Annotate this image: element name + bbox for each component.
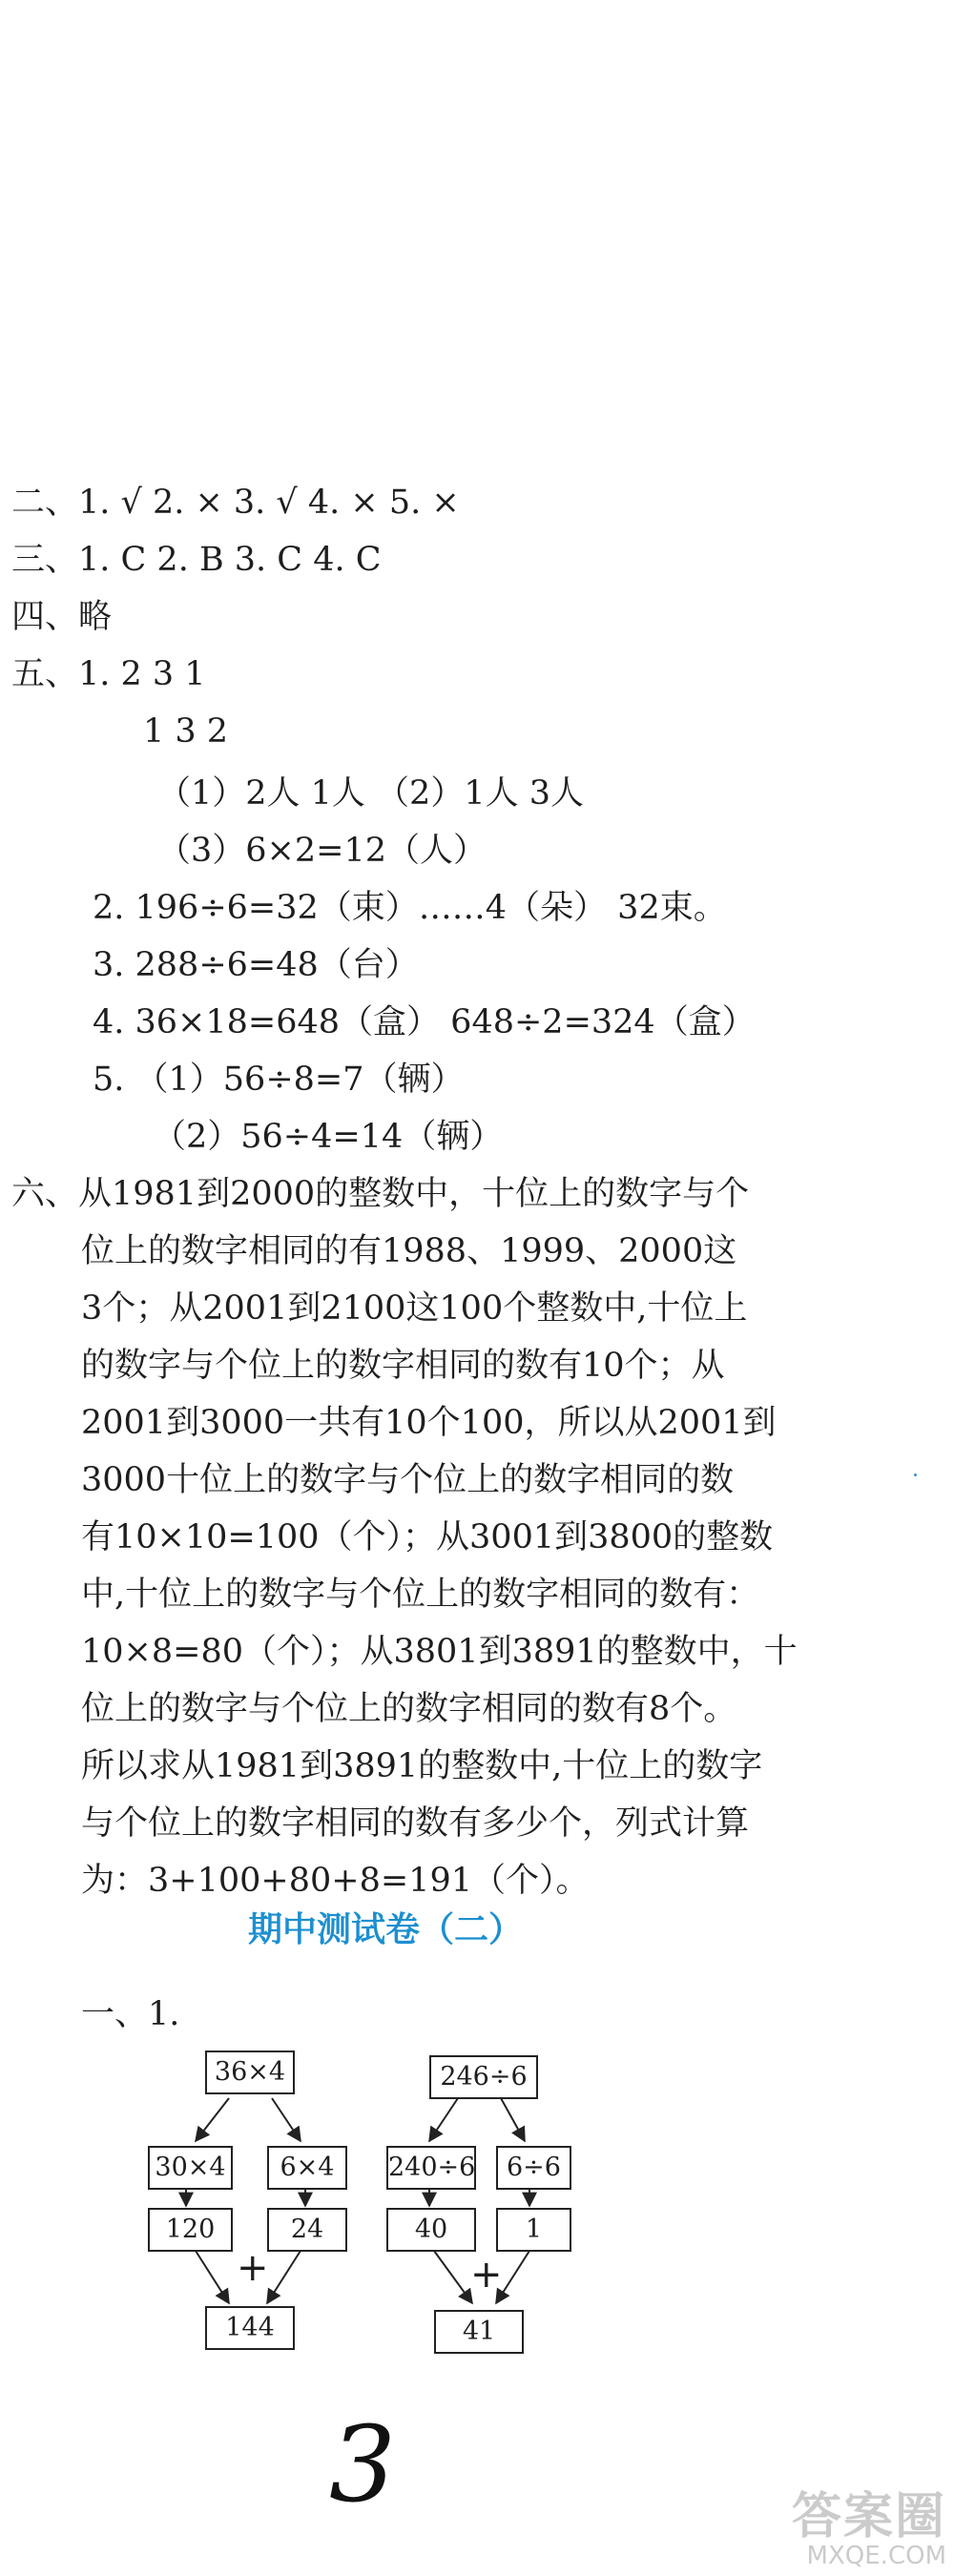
answer-line-wu4: 4. 36×18=648（盒） 648÷2=324（盒） [93, 1003, 756, 1041]
answer-line-wu3: 3. 288÷6=48（台） [93, 946, 419, 984]
answer-line-liu4: 的数字与个位上的数字相同的数有10个；从 [81, 1347, 725, 1385]
section-title: 期中测试卷（二） [248, 1910, 524, 1949]
answer-line-wu1c: （1）2人 1人 （2）1人 3人 [157, 774, 584, 813]
answer-line-liu9: 10×8=80（个）；从3801到3891的整数中，十 [81, 1633, 798, 1671]
answer-line-er: 二、1. √ 2. × 3. √ 4. × 5. × [11, 484, 460, 522]
arrow [196, 2098, 229, 2141]
answer-line-liu8: 中,十位上的数字与个位上的数字相同的数有： [81, 1576, 760, 1614]
watermark [792, 2476, 946, 2570]
right-sum-box: 41 [434, 2310, 524, 2354]
answer-line-wu1: 五、1. 2 3 1 [11, 655, 206, 693]
answer-line-liu3: 3个；从2001到2100这100个整数中,十位上 [81, 1289, 748, 1328]
answer-line-si: 四、略 [11, 598, 113, 636]
arrow [501, 2098, 525, 2141]
answer-line-liu6: 3000十位上的数字与个位上的数字相同的数 [81, 1461, 735, 1499]
answer-line-wu1b: 1 3 2 [143, 712, 229, 751]
arrow [429, 2098, 458, 2141]
answer-line-liu13: 为：3+100+80+8=191（个）。 [81, 1862, 590, 1900]
handwritten-page-number: 3 [329, 2403, 396, 2525]
arrow [196, 2251, 229, 2303]
answer-line-liu5: 2001到3000一共有10个100，所以从2001到 [81, 1404, 777, 1442]
answer-line-wu5a: 5. （1）56÷8=7（辆） [93, 1061, 465, 1099]
right-res-left-box: 40 [386, 2208, 476, 2252]
answer-line-wu2: 2. 196÷6=32（束）……4（朵） 32束。 [93, 889, 727, 927]
answer-line-liu11: 所以求从1981到3891的整数中,十位上的数字 [81, 1747, 763, 1785]
left-res-left-box: 120 [148, 2208, 233, 2252]
answer-line-liu1: 六、从1981到2000的整数中，十位上的数字与个 [11, 1175, 750, 1213]
left-mid-right-box: 6×4 [267, 2146, 347, 2190]
watermark-url: MXQE.COM [806, 2542, 946, 2570]
left-res-right-box: 24 [267, 2208, 347, 2252]
left-sum-box: 144 [205, 2306, 295, 2350]
arrow [267, 2251, 301, 2303]
right-plus: + [470, 2253, 503, 2297]
yi-label: 一、1. [81, 1995, 180, 2033]
right-top-box: 246÷6 [429, 2055, 538, 2099]
right-mid-left-box: 240÷6 [386, 2146, 476, 2190]
answer-line-liu10: 位上的数字与个位上的数字相同的数有8个。 [81, 1690, 737, 1728]
stray-dot [914, 1473, 917, 1476]
answer-line-wu1d: （3）6×2=12（人） [157, 832, 487, 870]
answer-line-liu2: 位上的数字相同的有1988、1999、2000这 [81, 1232, 737, 1270]
left-plus: + [237, 2246, 269, 2290]
calculation-diagram [143, 2050, 639, 2384]
arrow [272, 2098, 301, 2141]
answer-line-wu5b: （2）56÷4=14（辆） [153, 1118, 504, 1156]
watermark-logo: 答案圈 [791, 2488, 946, 2545]
answer-line-san: 三、1. C 2. B 3. C 4. C [11, 541, 382, 579]
left-top-box: 36×4 [205, 2050, 295, 2094]
right-mid-right-box: 6÷6 [496, 2146, 571, 2190]
answer-line-liu7: 有10×10=100（个）；从3001到3800的整数 [81, 1518, 774, 1556]
arrow [434, 2251, 472, 2303]
right-res-right-box: 1 [496, 2208, 571, 2252]
answer-line-liu12: 与个位上的数字相同的数有多少个，列式计算 [81, 1804, 750, 1843]
left-mid-left-box: 30×4 [148, 2146, 233, 2190]
